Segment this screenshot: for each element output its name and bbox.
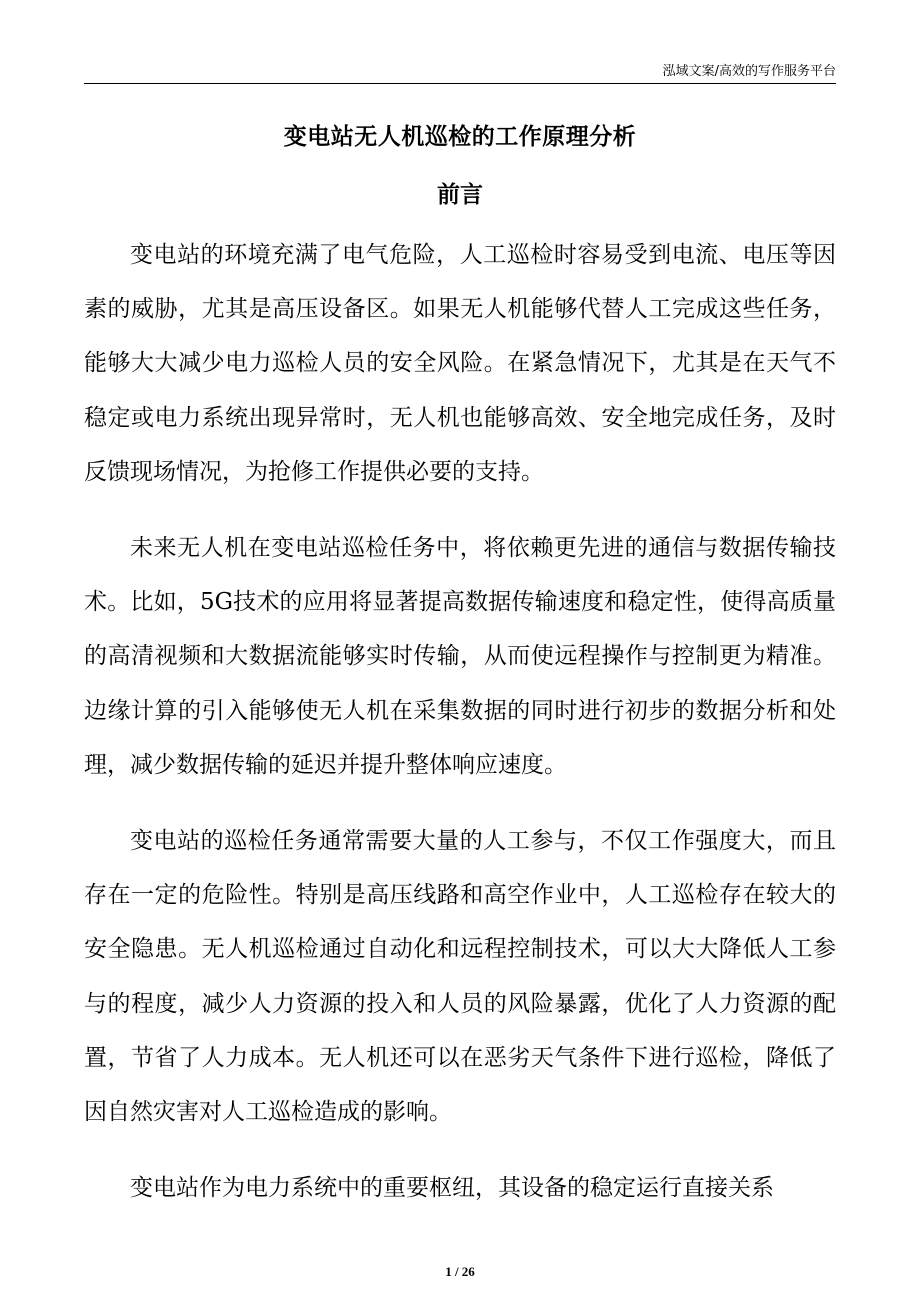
- paragraph-3: 变电站的巡检任务通常需要大量的人工参与，不仅工作强度大，而且存在一定的危险性。特别是高压线路和高空作业中，人工巡检存在较大的安全隐患。无人机巡检通过自动化和远程控制技术，可以大大降低人工参与的程度，减少人力资源的投入和人员的风险暴露，优化了人力资源的配置，节省了人力成本。无人机还可以在恶劣天气条件下进行巡检，降低了因自然灾害对人工巡检造成的影响。: [84, 828, 836, 1126]
- header-brand: 泓域文案/高效的写作服务平台: [662, 64, 836, 79]
- paragraph-2: 未来无人机在变电站巡检任务中，将依赖更先进的通信与数据传输技术。比如，5G技术的应用将显著提高数据传输速度和稳定性，使得高质量的高清视频和大数据流能够实时传输，从而使远程操作与控制更为精准。边缘计算的引入能够使无人机在采集数据的同时进行初步的数据分析和处理，减少数据传输的延迟并提升整体响应速度。: [84, 535, 836, 778]
- header-divider: [84, 83, 836, 84]
- paragraph-4: 变电站作为电力系统中的重要枢纽，其设备的稳定运行直接关系: [130, 1175, 774, 1202]
- paragraph-1: 变电站的环境充满了电气危险，人工巡检时容易受到电流、电压等因素的威胁，尤其是高压设备区。如果无人机能够代替人工完成这些任务，能够大大减少电力巡检人员的安全风险。在紧急情况下，尤其是在天气不稳定或电力系统出现异常时，无人机也能够高效、安全地完成任务，及时反馈现场情况，为抢修工作提供必要的支持。: [84, 242, 836, 485]
- document-title: 变电站无人机巡检的工作原理分析: [283, 124, 637, 150]
- section-heading: 前言: [437, 182, 483, 208]
- document-body: [84, 228, 836, 1237]
- page-number: 1 / 26: [445, 1264, 475, 1279]
